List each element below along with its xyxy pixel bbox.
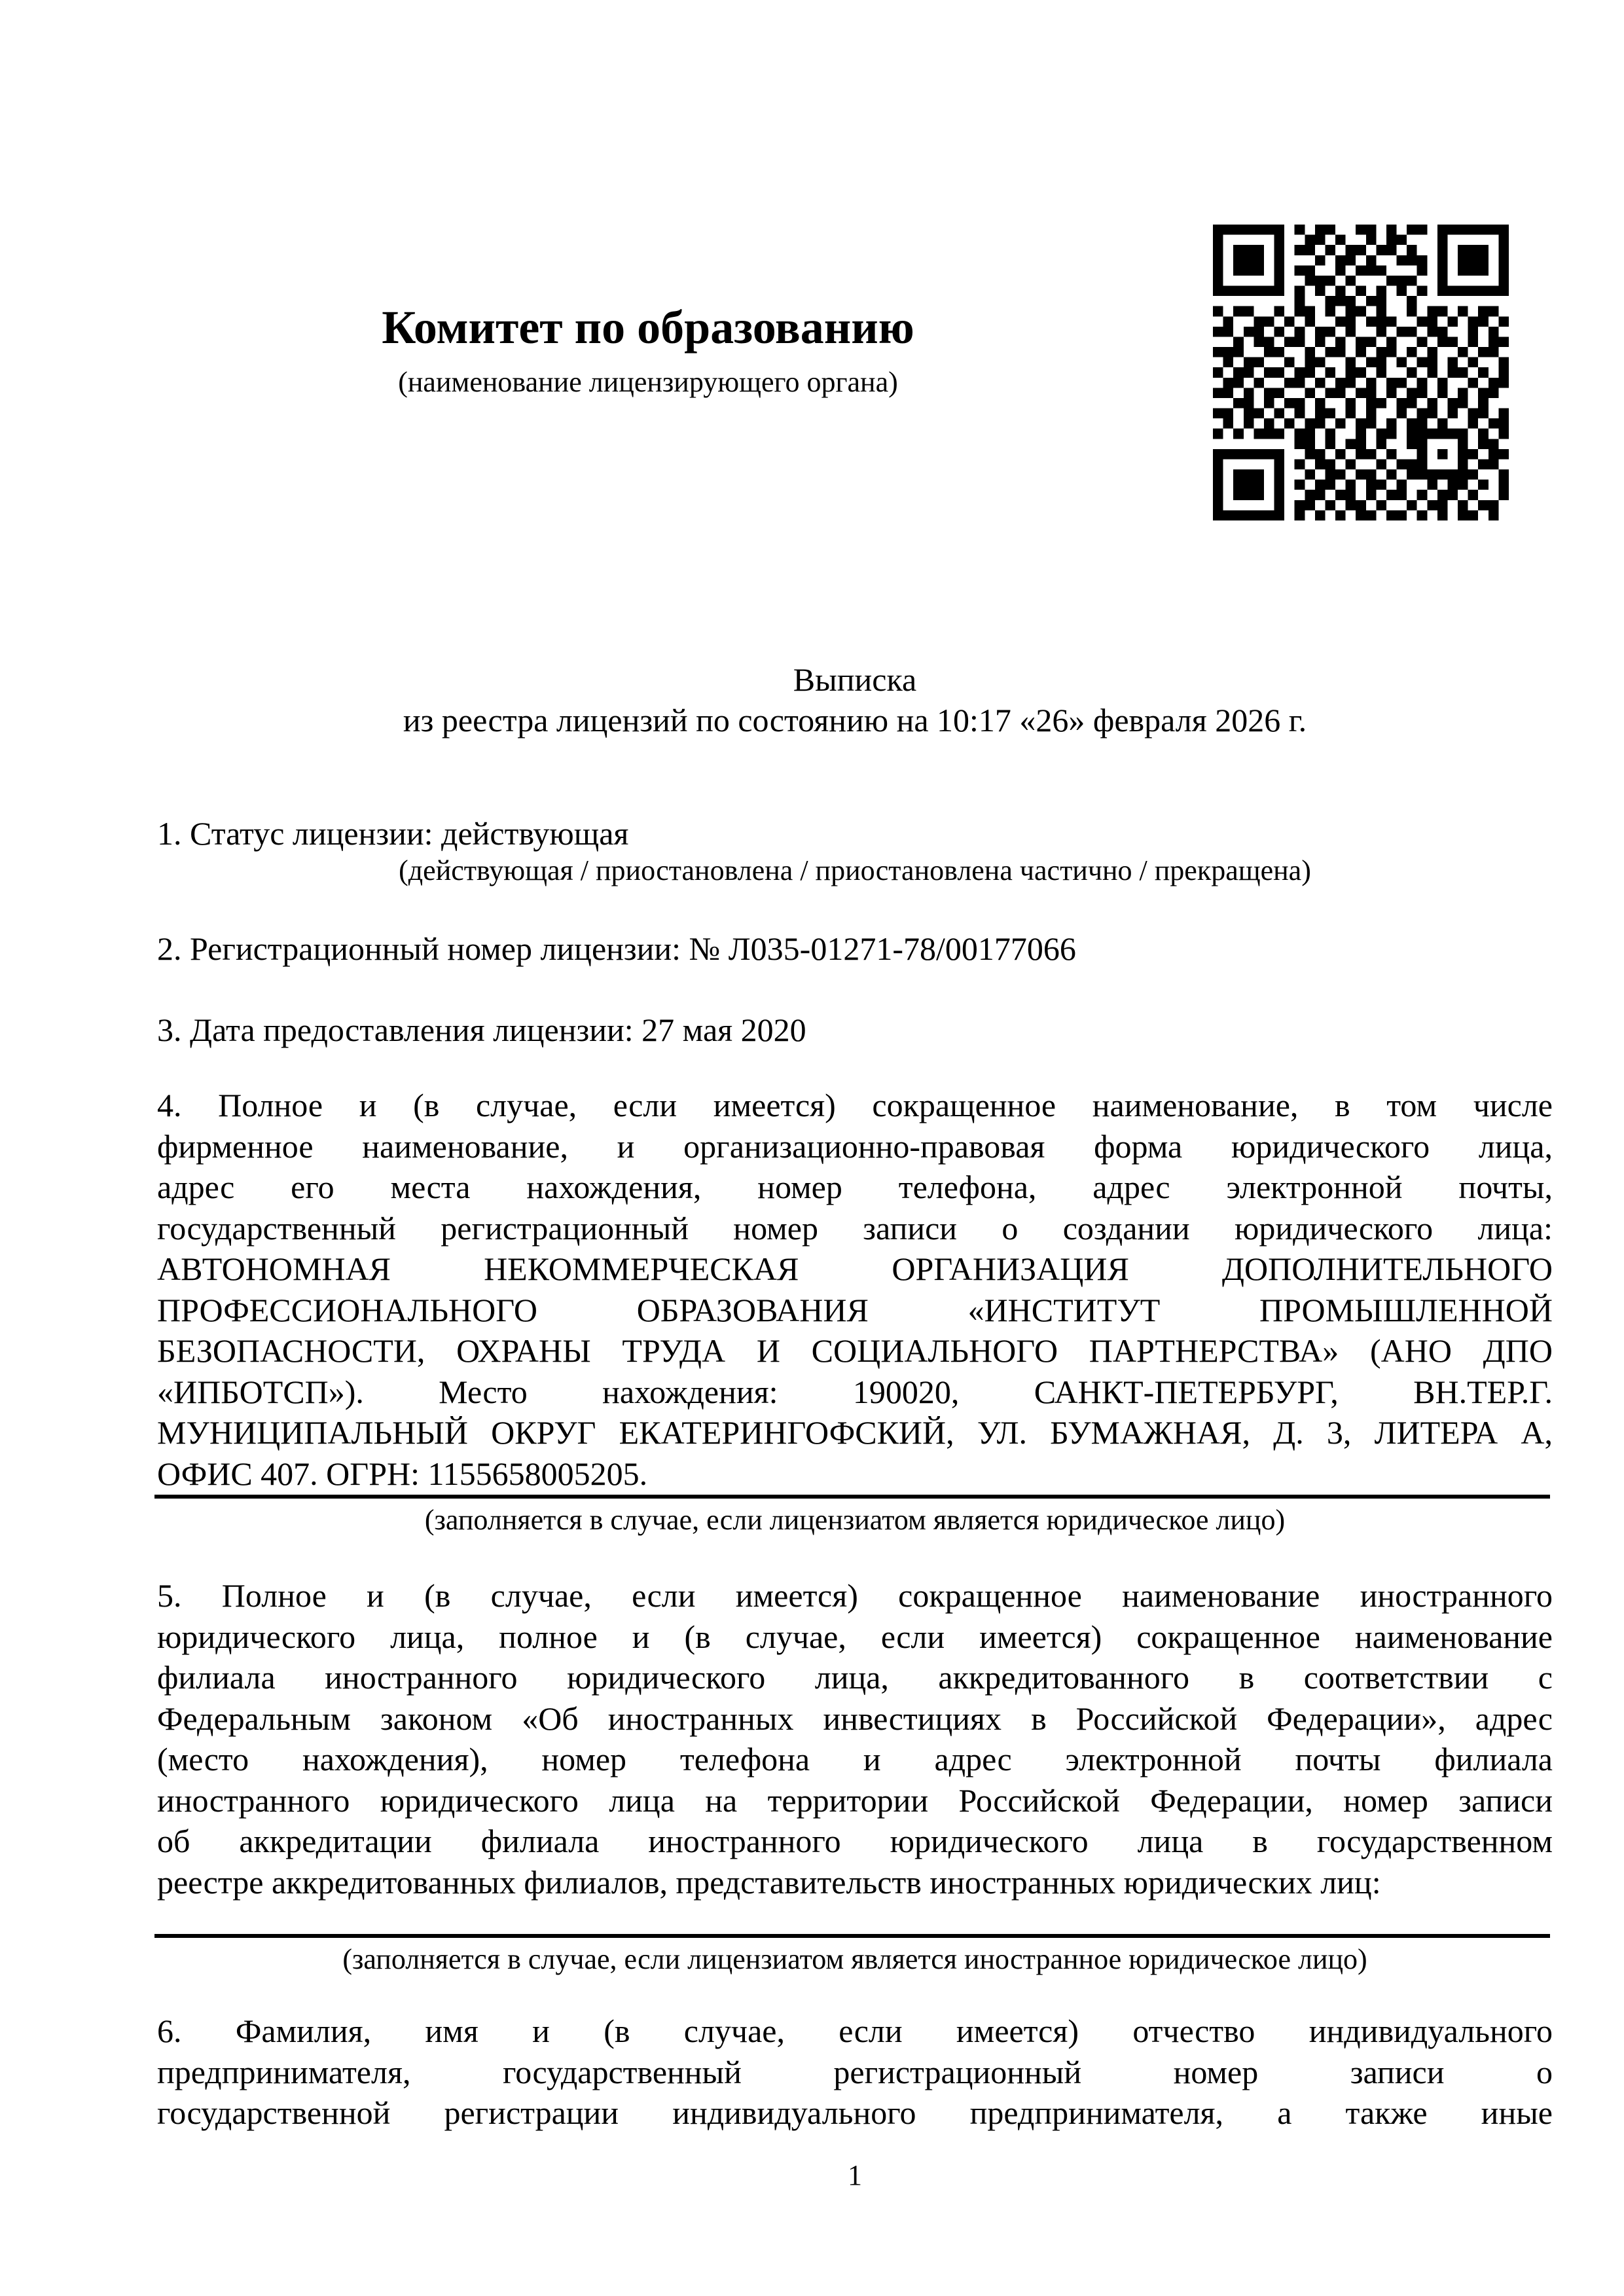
text-line: «ИПБОТСП»). Место нахождения: 190020, САНКТ-ПЕТЕРБУРГ, ВН.ТЕР.Г. <box>157 1373 1553 1410</box>
item-1-license-status: 1. Статус лицензии: действующая <box>157 815 629 852</box>
text-line: адрес его места нахождения, номер телефона, адрес электронной почты, <box>157 1169 1553 1205</box>
text-line: МУНИЦИПАЛЬНЫЙ ОКРУГ ЕКАТЕРИНГОФСКИЙ, УЛ. БУМАЖНАЯ, Д. 3, ЛИТЕРА А, <box>157 1414 1553 1451</box>
item-2-registration-number: 2. Регистрационный номер лицензии: № Л035-01271-78/00177066 <box>157 930 1076 967</box>
text-line: государственной регистрации индивидуального предпринимателя, а также иные <box>157 2094 1553 2131</box>
item-3-grant-date: 3. Дата предоставления лицензии: 27 мая 2020 <box>157 1011 806 1048</box>
document-title-line1: Выписка <box>793 661 917 698</box>
text-line: фирменное наименование, и организационно-правовая форма юридического лица, <box>157 1127 1553 1165</box>
text-line: иностранного юридического лица на территории Российской Федерации, номер записи <box>157 1781 1553 1819</box>
text-line: Федеральным законом «Об иностранных инвестициях в Российской Федерации», адрес <box>157 1700 1553 1737</box>
text-line: 6. Фамилия, имя и (в случае, если имеется) отчество индивидуального <box>157 2013 1553 2049</box>
text-line: ОФИС 407. ОГРН: 1155658005205. <box>157 1455 648 1492</box>
text-line: БЕЗОПАСНОСТИ, ОХРАНЫ ТРУДА И СОЦИАЛЬНОГО ПАРТНЕРСТВА» (АНО ДПО <box>157 1332 1553 1369</box>
item-5-foreign-entity-paragraph <box>157 1575 1553 1903</box>
item-4-legal-entity-note: (заполняется в случае, если лицензиатом является юридическое лицо) <box>424 1504 1286 1536</box>
licensing-authority-name: Комитет по образованию <box>382 301 914 354</box>
text-line: об аккредитации филиала иностранного юридического лица в государственном <box>157 1823 1553 1859</box>
text-line: юридического лица, полное и (в случае, если имеется) сокращенное наименование <box>157 1618 1553 1655</box>
text-line: (место нахождения), номер телефона и адрес электронной почты филиала <box>157 1741 1553 1777</box>
licensing-authority-caption: (наименование лицензирующего органа) <box>398 366 898 398</box>
item-5-foreign-entity-note: (заполняется в случае, если лицензиатом является иностранное юридическое лицо) <box>342 1943 1367 1975</box>
text-line: филиала иностранного юридического лица, аккредитованного в соответствии с <box>157 1659 1553 1696</box>
letterhead <box>157 300 1139 401</box>
document-title-line2: из реестра лицензий по состоянию на 10:17 «26» февраля 2026 г. <box>403 702 1307 738</box>
text-line: АВТОНОМНАЯ НЕКОММЕРЧЕСКАЯ ОРГАНИЗАЦИЯ ДОПОЛНИТЕЛЬНОГО <box>157 1250 1553 1287</box>
text-line: 5. Полное и (в случае, если имеется) сокращенное наименование иностранного <box>157 1577 1553 1614</box>
text-line: реестре аккредитованных филиалов, представительств иностранных юридических лиц: <box>157 1863 1381 1901</box>
section-divider-foreign-entity <box>154 1934 1550 1938</box>
item-4-legal-entity-paragraph <box>157 1085 1553 1494</box>
item-6-individual-entrepreneur-paragraph <box>157 2011 1553 2134</box>
section-divider-legal-entity <box>154 1495 1550 1499</box>
qr-code-icon <box>1213 225 1509 520</box>
text-line: предпринимателя, государственный регистрационный номер записи о <box>157 2053 1553 2090</box>
page-number: 1 <box>848 2159 862 2191</box>
text-line: государственный регистрационный номер записи о создании юридического лица: <box>157 1209 1553 1247</box>
document-title <box>157 659 1553 740</box>
text-line: ПРОФЕССИОНАЛЬНОГО ОБРАЗОВАНИЯ «ИНСТИТУТ ПРОМЫШЛЕННОЙ <box>157 1291 1553 1328</box>
text-line: 4. Полное и (в случае, если имеется) сокращенное наименование, в том числе <box>157 1087 1553 1123</box>
item-1-status-options-note: (действующая / приостановлена / приостановлена частично / прекращена) <box>399 854 1311 886</box>
